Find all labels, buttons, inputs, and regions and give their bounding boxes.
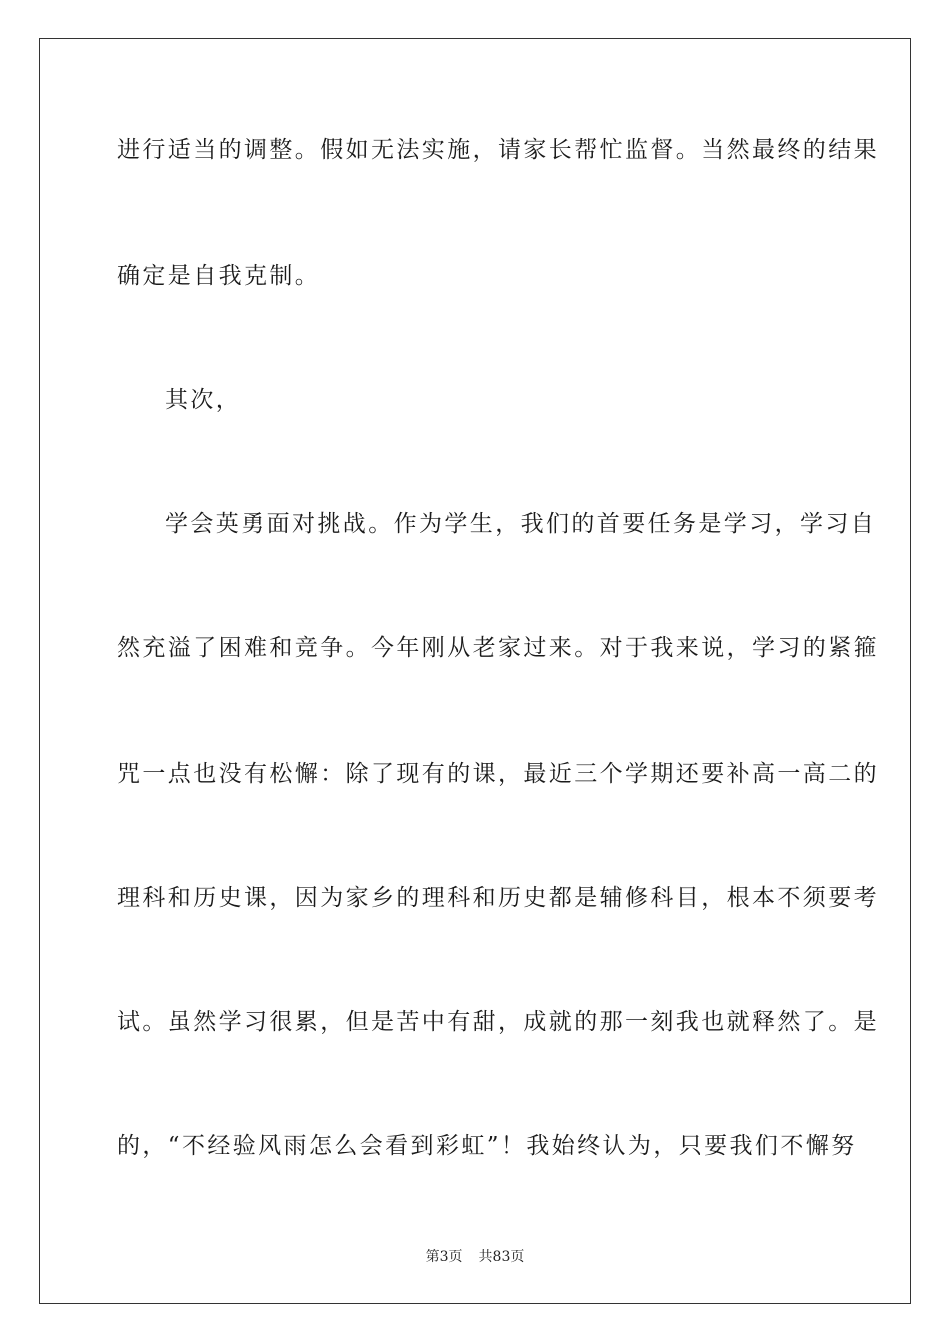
body-text-line: 试。虽然学习很累，但是苦中有甜，成就的那一刻我也就释然了。是 [117,1009,879,1035]
paragraph-start-line: 其次， [165,387,242,413]
body-text-line: 确定是自我克制。 [117,263,321,289]
body-text-line: 咒一点也没有松懈：除了现有的课，最近三个学期还要补高一高二的 [117,761,879,787]
body-text-line: 进行适当的调整。假如无法实施，请家长帮忙监督。当然最终的结果 [117,137,879,163]
body-text-line: 理科和历史课，因为家乡的理科和历史都是辅修科目，根本不须要考 [117,885,879,911]
page-border [39,38,911,1304]
total-pages: 共83页 [478,1249,525,1265]
body-text-line: 的，“不经验风雨怎么会看到彩虹”！我始终认为，只要我们不懈努 [117,1133,857,1159]
page-footer [0,1248,950,1266]
body-text-line: 然充溢了困难和竞争。今年刚从老家过来。对于我来说，学习的紧箍 [117,635,879,661]
page-number: 第3页 [425,1249,463,1265]
paragraph-start-line: 学会英勇面对挑战。作为学生，我们的首要任务是学习，学习自 [165,511,877,537]
